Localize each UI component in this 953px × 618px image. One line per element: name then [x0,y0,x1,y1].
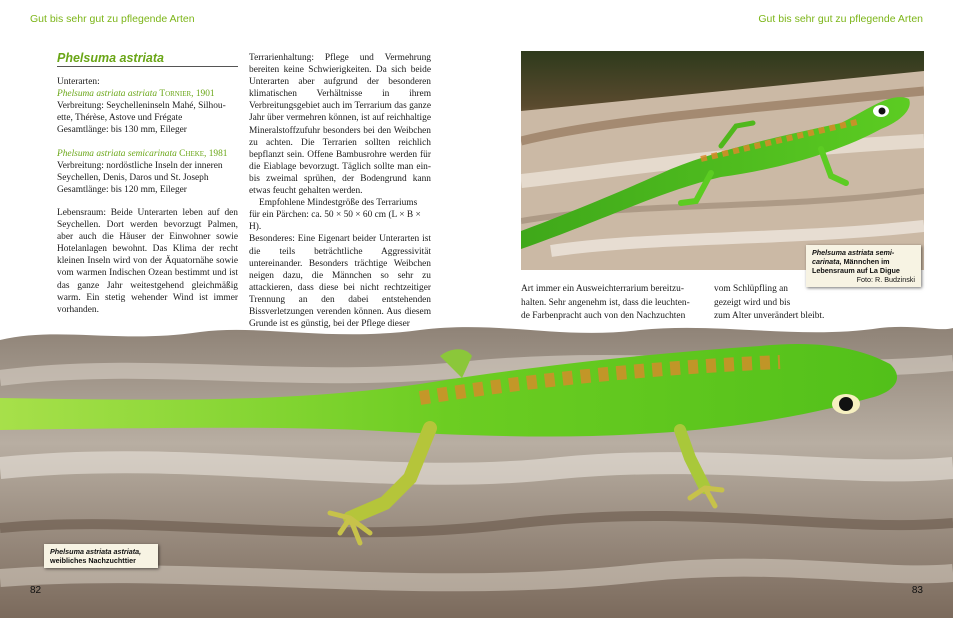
habitat-paragraph: Lebensraum: Beide Unterarten leben auf den Seychellen. Dort werden bevorzugt Palmen, aber auch die Häuser der Einwohner sowie Hotelanlagen bewohnt. Das Klima der recht kleinen Inseln wird von der Äquatornähe sowie vom warmen Indischen Ozean bestimmt und ist das ganze Jahr weitestgehend gleichmäßig warm. Ein stetig wehender Wind ist immer vorhanden. [57,207,238,315]
text-line: halten. Sehr angenehm ist, dass die leuchten- [521,297,690,308]
running-head-left: Gut bis sehr gut zu pflegende Arten [30,13,195,25]
text-line: Art immer ein Ausweichterrarium bereitzu- [521,284,684,294]
caption-top-line: Phelsuma astriata semi- [812,248,895,257]
photo-credit: Foto: R. Budzinski [856,275,915,284]
subspecies-1-line: ette, Thérèse, Astove und Frégate [57,113,183,124]
caption-main-line: weibliches Nachzuchttier [50,556,136,565]
caption-top-line: carinata, [812,257,842,266]
caption-top-line: Lebensraum auf La Digue [812,266,900,275]
subspecies-1-heading [57,88,238,100]
photo-gecko-male [521,51,924,270]
subspecies-2-author: Cheke, 1981 [179,148,228,159]
subspecies-2-name: Phelsuma astriata semicarinata [57,148,177,159]
caption-main-line: Phelsuma astriata astriata, [50,547,142,556]
caption-top-line: Männchen im [841,257,890,266]
subspecies-2-heading [57,148,238,160]
subspecies-1-author: Tornier, 1901 [159,89,215,100]
caption-main-photo [44,544,158,568]
text-line: gezeigt wird und bis [714,297,791,308]
caption-top-photo [806,245,921,287]
subspecies-1-line: Verbreitung: Seychelleninseln Mahé, Silhou- [57,101,226,112]
subspecies-2-line: Seychellen, Denis, Daros und St. Joseph [57,172,209,183]
terrarium-size-line: für ein Pärchen: ca. 50 × 50 × 60 cm (L × B × H). [249,210,421,233]
photo-gecko-female [0,318,953,618]
husbandry-paragraph: Terrarienhaltung: Pflege und Vermehrung bereiten keine Schwierigkeiten. Da sich beide Unterarten aber aufgrund der besonderen klimatischen Verhältnisse in ihrem Verbreitungsgebiet auch im Terrarium das ganze Jahr über vermehren können, ist auf reichhaltige Mineralstoffzufuhr besonders bei den Weibchen zu achten. Die Terrarien sollten reichlich bepflanzt sein. Offene Bambusrohre werden für die Eiablage bevorzugt. Täglich sollte man ein- bis zweimal sprühen, der Bodengrund kann etwas feucht gehalten werden. [249,53,431,197]
subspecies-1-line: Gesamtlänge: bis 130 mm, Eileger [57,125,187,136]
species-title: Phelsuma astriata [57,52,238,67]
text-line: de Farbenpracht auch von den Nachzuchten [521,311,686,321]
running-head-right: Gut bis sehr gut zu pflegende Arten [758,13,923,25]
special-paragraph: Besonderes: Eine Eigenart beider Unterarten ist die teils beträchtliche Aggressivität untereinander. Besonders trächtige Weibchen neigen dazu, die Männchen so sehr zu attackieren, dass diese bei nicht rechtzeitiger Trennung an den dabei entstehenden Bissverletzungen verenden können. Aus diesem Grunde ist es günstig, bei der Pflege dieser [249,234,431,330]
text-line: vom Schlüpfling an [714,284,788,294]
subspecies-2-line: Gesamtlänge: bis 120 mm, Eileger [57,184,187,195]
page-number-right: 83 [911,585,923,596]
text-column-2 [249,52,431,330]
terrarium-size-line: Empfohlene Mindestgröße des Terrariums [259,198,418,209]
subspecies-1-name: Phelsuma astriata astriata [57,89,158,100]
gecko-male-illustration [521,51,924,270]
text-column-1 [57,52,238,316]
text-line: zum Alter unverändert bleibt. [714,311,825,321]
subspecies-label: Unterarten: [57,77,100,88]
subspecies-2-line: Verbreitung: nordöstliche Inseln der inneren [57,160,223,171]
gecko-female-illustration [0,318,953,618]
page-number-left: 82 [30,585,42,596]
